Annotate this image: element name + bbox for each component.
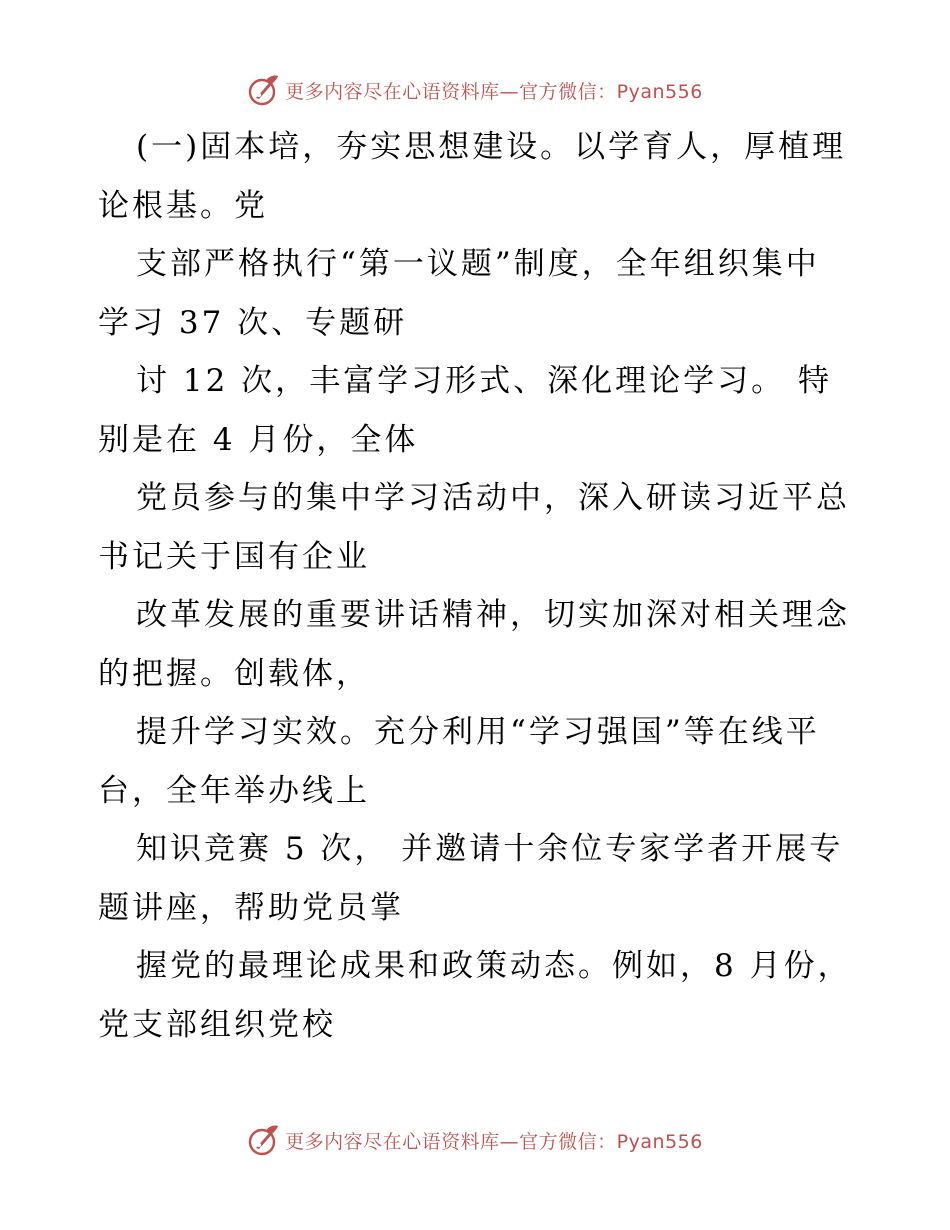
- paragraph-line: 别是在 4 月份，全体: [98, 421, 419, 458]
- paragraph-line: (一)固本培，夯实思想建设。以学育人，厚植理: [136, 129, 847, 165]
- paragraph-line: 题讲座，帮助党员掌: [98, 889, 404, 926]
- paragraph-line: 党员参与的集中学习活动中，深入研读习近平总: [136, 480, 850, 516]
- paragraph-line: 台，全年举办线上: [98, 772, 370, 809]
- paragraph-line: 学习 37 次、专题研: [98, 304, 408, 341]
- paragraph-line: 提升学习实效。充分利用“学习强国”等在线平: [136, 714, 820, 750]
- paragraph-line: 改革发展的重要讲话精神，切实加深对相关理念: [136, 597, 850, 633]
- paragraph-line: 支部严格执行“第一议题”制度，全年组织集中: [136, 246, 820, 282]
- header-banner-text: 更多内容尽在心语资料库—官方微信：Pyan556: [285, 80, 703, 103]
- paragraph-line: 握党的最理论成果和政策动态。例如，8 月份，: [136, 948, 852, 984]
- document-body: [98, 118, 858, 1054]
- quill-pen-logo-icon: [247, 1123, 281, 1157]
- quill-pen-logo-icon: [247, 73, 281, 107]
- footer-banner: [0, 1120, 950, 1160]
- header-banner: [0, 70, 950, 110]
- paragraph-line: 书记关于国有企业: [98, 538, 370, 575]
- paragraph-line: 论根基。党: [98, 187, 268, 224]
- paragraph-line: 讨 12 次，丰富学习形式、深化理论学习。 特: [136, 363, 833, 399]
- paragraph-line: 的把握。创载体，: [98, 655, 370, 692]
- footer-banner-text: 更多内容尽在心语资料库—官方微信：Pyan556: [285, 1130, 703, 1153]
- paragraph-line: 知识竞赛 5 次， 并邀请十余位专家学者开展专: [136, 831, 844, 867]
- paragraph-line: 党支部组织党校: [98, 1006, 336, 1043]
